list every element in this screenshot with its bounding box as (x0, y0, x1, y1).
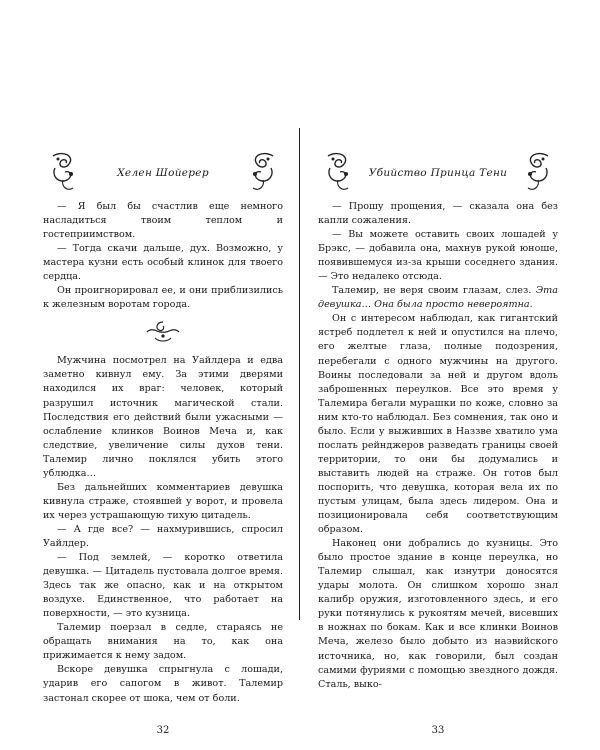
gutter-line (299, 128, 300, 620)
paragraph: — Я был бы счастлив еще немного насладиться твоим теплом и гостеприимством. (43, 201, 283, 241)
paragraph: Талемир поерзал в седле, стараясь не обращать внимания на то, как она прижимается к нему задом. (43, 622, 283, 662)
right-page-text (318, 200, 558, 692)
paragraph: Мужчина посмотрел на Уайлдера и едва заметно кивнул ему. За этими дверями находился их враг: человек, который разрушил источник магической стали. Последствия его действий были ужасными — ослабление клинков Воинов Меча и, как следствие, увеличение силы духов тени. Талемир лично поклялся убить этого ублюдка… (43, 355, 283, 479)
paragraph: Он проигнорировал ее, и они приблизились к железным воротам города. (43, 285, 283, 311)
page-number: 32 (156, 725, 170, 736)
paragraph: — А где все? — нахмурившись, спросил Уайлдер. (43, 523, 283, 549)
section-separator (43, 312, 283, 354)
left-page (43, 150, 283, 736)
italic-thought: Эта девушка… Она была просто невероятна. (318, 285, 558, 311)
flourish-ornament-icon (518, 150, 552, 194)
right-page-header (318, 150, 558, 200)
paragraph: Он с интересом наблюдал, как гигантский ястреб подлетел к ней и опустился на плечо, его желтые глаза, полные подозрения, перебегали с одного мужчины на другого. Воины последовали за ней и другом вдоль заброшенных переулков. Все это время у Талемира бегали мурашки по коже, словно за ним кто-то наблюдал. Без сомнения, так оно и было. Если у выживших в Наззве хватило ума послать рейнджеров разведать границы своей территории, то они бы додумались и выставить людей на страже. Он готов был поспорить, что девушка, которая вела их по пустым улицам, была здесь лидером. Она и позиционировала себя соответствующим образом. (318, 313, 558, 536)
right-page (318, 150, 558, 736)
paragraph: — Вы можете оставить своих лошадей у Брэкс, — добавила она, махнув рукой юноше, появившемуся из-за крыши соседнего здания. — Это недалеко отсюда. (318, 229, 558, 283)
page-number: 33 (431, 725, 445, 736)
left-page-text (43, 200, 283, 706)
scroll-ornament-icon (143, 318, 183, 344)
flourish-ornament-icon (243, 150, 277, 194)
paragraph: Без дальнейших комментариев девушка кивнула страже, стоявшей у ворот, и провела их через устрашающую тихую цитадель. (43, 481, 283, 521)
paragraph: — Прошу прощения, — сказала она без капли сожаления. (318, 201, 558, 227)
paragraph-text: Талемир, не веря своим глазам, слез. (332, 285, 536, 297)
running-head: Хелен Шойерер (117, 167, 209, 179)
left-page-header (43, 150, 283, 200)
paragraph: — Под землей, — коротко ответила девушка. — Цитадель пустовала долгое время. Здесь так же опасно, как и на открытом воздухе. Единственное, что работает на поверхности, — это кузница. (43, 552, 283, 620)
running-head: Убийство Принца Тени (368, 167, 508, 179)
paragraph: Вскоре девушка спрыгнула с лошади, ударив его сапогом в живот. Талемир застонал скорее от шока, чем от боли. (43, 664, 283, 704)
paragraph (318, 284, 558, 312)
paragraph: — Тогда скачи дальше, дух. Возможно, у мастера кузни есть особый клинок для твоего сердца. (43, 243, 283, 283)
paragraph: Наконец они добрались до кузницы. Это было простое здание в конце переулка, но Талемир слышал, как изнутри доносятся удары молота. Он слишком хорошо знал калибр оружия, изготовленного здесь, и его руки потянулись к рукоятям мечей, висевших в ножнах по бокам. Как и все клинки Воинов Меча, железо было добыто из наэвийского источника, но, как говорили, был создан самими фуриями с помощью звездного дождя. Сталь, выко- (318, 538, 558, 690)
